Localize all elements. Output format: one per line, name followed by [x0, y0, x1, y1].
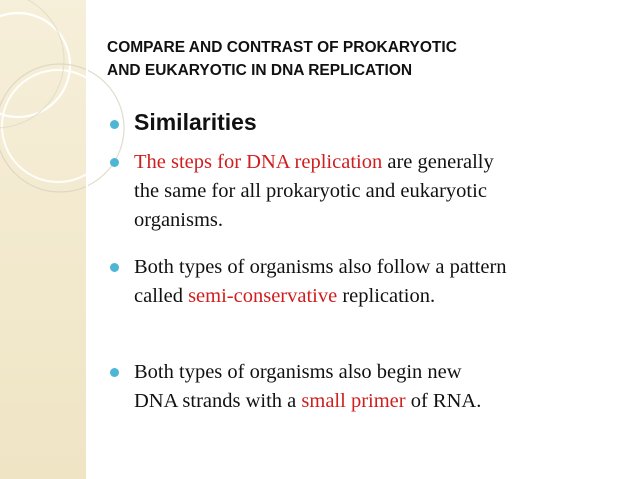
bullet-line: [134, 148, 494, 177]
bullet-text: [134, 358, 481, 416]
bullet-text: [134, 253, 507, 311]
bullet-text: [134, 148, 494, 235]
highlight-text: small primer: [301, 390, 406, 412]
left-band-divider: [86, 0, 88, 479]
bullet-dot-icon: [110, 120, 119, 129]
bullet-line: Both types of organisms also follow a pattern: [134, 256, 507, 278]
bullet-dot-icon: [110, 158, 119, 167]
title-line-2: AND EUKARYOTIC IN DNA REPLICATION: [107, 62, 413, 79]
highlight-text: semi-conservative: [188, 285, 338, 307]
section-heading: Similarities: [134, 109, 257, 135]
bullet-line-rest: are generally: [382, 151, 494, 173]
bullet-line-pre: called: [134, 285, 189, 307]
bullet-line: Both types of organisms also begin new: [134, 361, 462, 383]
bullet-dot-icon: [110, 368, 119, 377]
bullet-line: [134, 387, 481, 416]
bullet-line: organisms.: [134, 209, 224, 231]
bullet-line-post: of RNA.: [405, 390, 482, 412]
slide-title: [107, 36, 617, 82]
bullet-line: the same for all prokaryotic and eukaryotic: [134, 180, 487, 202]
bullet-line-pre: DNA strands with a: [134, 390, 302, 412]
highlight-text: The steps for DNA replication: [134, 151, 383, 173]
title-line-1: COMPARE AND CONTRAST OF PROKARYOTIC: [107, 39, 457, 56]
bullet-line-post: replication.: [337, 285, 436, 307]
bullet-line: [134, 282, 507, 311]
bullet-dot-icon: [110, 263, 119, 272]
